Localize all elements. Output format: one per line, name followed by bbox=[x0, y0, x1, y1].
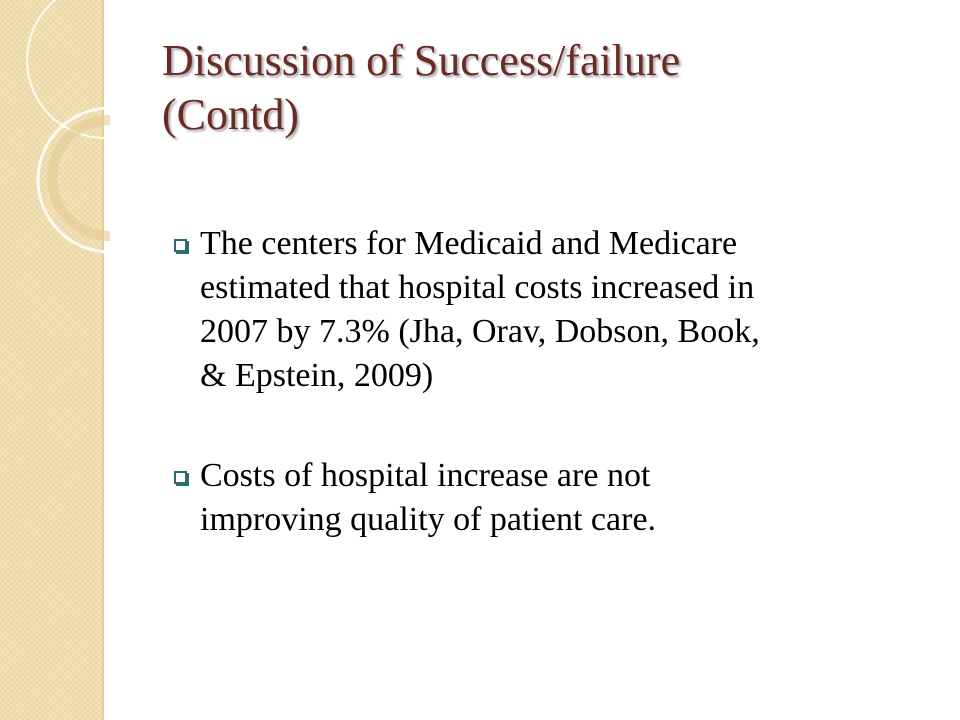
bullet-text-line: estimated that hospital costs increased in bbox=[200, 269, 755, 306]
bullet-item bbox=[172, 222, 912, 398]
bullet-text-line: 2007 by 7.3% (Jha, Orav, Dobson, Book, bbox=[200, 313, 760, 350]
bullet-list bbox=[172, 222, 912, 542]
bullet-item bbox=[172, 454, 912, 542]
bullet-text-line: The centers for Medicaid and Medicare bbox=[200, 225, 738, 262]
bullet-text bbox=[200, 222, 912, 398]
hollow-square-bullet-icon bbox=[174, 239, 187, 252]
bullet-text bbox=[200, 454, 912, 542]
bullet-text-line: Costs of hospital increase are not bbox=[200, 457, 651, 494]
hollow-square-bullet-icon bbox=[174, 471, 187, 484]
slide-title bbox=[162, 34, 922, 142]
bullet-text-line: improving quality of patient care. bbox=[200, 501, 657, 538]
slide-title-line: (Contd) bbox=[162, 90, 299, 139]
slide-title-line: Discussion of Success/failure bbox=[162, 36, 681, 85]
bullet-text-line: & Epstein, 2009) bbox=[200, 357, 434, 394]
decorative-circles-icon bbox=[0, 0, 110, 260]
